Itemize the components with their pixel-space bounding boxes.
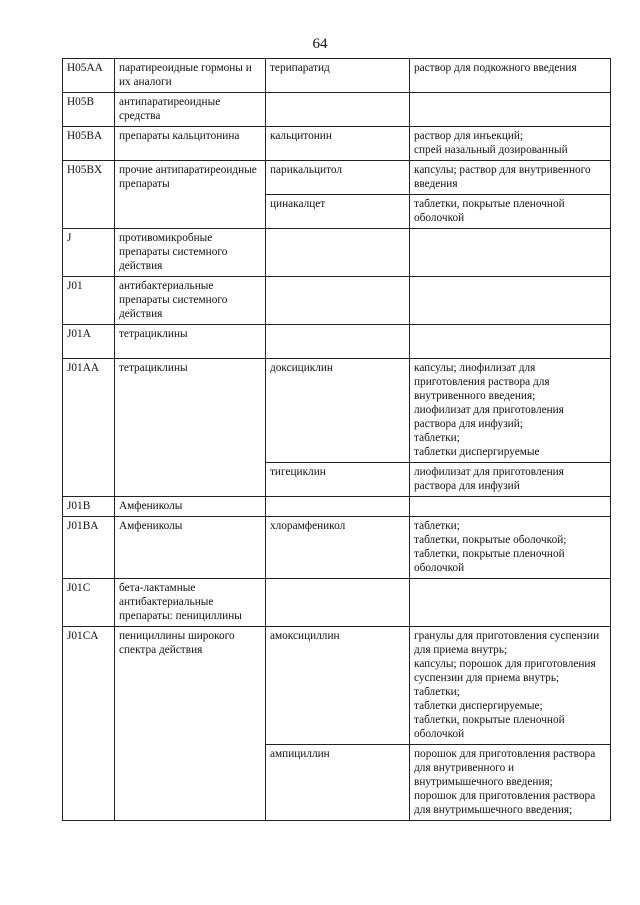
table-row xyxy=(63,229,611,277)
dosage-form-line: таблетки; xyxy=(414,686,460,698)
drug-name-cell: терипаратид xyxy=(266,59,410,93)
atc-code-cell: J01 xyxy=(63,277,115,325)
dosage-form-cell xyxy=(410,359,611,463)
dosage-form-line: таблетки, покрытые пленочной оболочкой xyxy=(414,548,565,574)
dosage-form-line: таблетки, покрытые пленочной оболочкой xyxy=(414,198,565,224)
table-row xyxy=(63,93,611,127)
dosage-form-cell xyxy=(410,277,611,325)
atc-code-cell: J01A xyxy=(63,325,115,359)
atc-code-cell: J01B xyxy=(63,497,115,517)
drug-name-cell xyxy=(266,325,410,359)
dosage-form-line: таблетки; xyxy=(414,432,460,444)
dosage-form-cell xyxy=(410,745,611,821)
group-name-cell: тетрациклины xyxy=(115,359,266,497)
drug-name-cell xyxy=(266,93,410,127)
table-row xyxy=(63,127,611,161)
table-row xyxy=(63,325,611,359)
atc-code-cell: J01C xyxy=(63,579,115,627)
atc-code-cell: H05B xyxy=(63,93,115,127)
group-name-cell: антибактериальные препараты системного действия xyxy=(115,277,266,325)
atc-code-cell: H05BA xyxy=(63,127,115,161)
table-row xyxy=(63,59,611,93)
atc-code-cell: J01CA xyxy=(63,627,115,821)
group-name-cell: прочие антипаратиреоидные препараты xyxy=(115,161,266,229)
table-row xyxy=(63,359,611,463)
group-name-cell: пенициллины широкого спектра действия xyxy=(115,627,266,821)
group-name-cell: антипаратиреоидные средства xyxy=(115,93,266,127)
dosage-form-cell xyxy=(410,517,611,579)
dosage-form-line: таблетки диспергируемые xyxy=(414,446,540,458)
drug-name-cell: доксициклин xyxy=(266,359,410,463)
dosage-form-cell xyxy=(410,463,611,497)
dosage-form-line: лиофилизат для приготовления раствора для инфузий xyxy=(414,466,564,492)
dosage-form-line: спрей назальный дозированный xyxy=(414,144,568,156)
dosage-form-cell xyxy=(410,627,611,745)
dosage-form-line: раствор для инъекций; xyxy=(414,130,524,142)
dosage-form-cell xyxy=(410,325,611,359)
dosage-form-line: раствор для подкожного введения xyxy=(414,62,577,74)
drug-name-cell: цинакалцет xyxy=(266,195,410,229)
atc-code-cell: H05BX xyxy=(63,161,115,229)
drug-name-cell: хлорамфеникол xyxy=(266,517,410,579)
atc-code-cell: J01AA xyxy=(63,359,115,497)
group-name-cell: противомикробные препараты системного действия xyxy=(115,229,266,277)
dosage-form-line: гранулы для приготовления суспензии для приема внутрь; xyxy=(414,630,600,656)
group-name-cell: Амфениколы xyxy=(115,517,266,579)
dosage-form-line: для внутривенного и внутримышечного введения; xyxy=(414,762,553,788)
dosage-form-cell xyxy=(410,497,611,517)
group-name-cell: паратиреоидные гормоны и их аналоги xyxy=(115,59,266,93)
table-row xyxy=(63,627,611,745)
dosage-form-line: порошок для приготовления раствора для внутримышечного введения; xyxy=(414,790,596,816)
table-row xyxy=(63,277,611,325)
dosage-form-cell xyxy=(410,93,611,127)
dosage-form-cell xyxy=(410,161,611,195)
dosage-form-line: таблетки диспергируемые; xyxy=(414,700,543,712)
table-row xyxy=(63,161,611,195)
dosage-form-line: таблетки; xyxy=(414,520,460,532)
drug-name-cell xyxy=(266,497,410,517)
drug-table xyxy=(62,58,611,821)
drug-name-cell: амоксициллин xyxy=(266,627,410,745)
drug-name-cell: кальцитонин xyxy=(266,127,410,161)
dosage-form-cell xyxy=(410,127,611,161)
atc-code-cell: J01BA xyxy=(63,517,115,579)
dosage-form-line: капсулы; порошок для приготовления суспензии для приема внутрь; xyxy=(414,658,596,684)
drug-name-cell xyxy=(266,277,410,325)
atc-code-cell: H05AA xyxy=(63,59,115,93)
dosage-form-line: таблетки, покрытые оболочкой; xyxy=(414,534,567,546)
group-name-cell: бета-лактамные антибактериальные препараты: пенициллины xyxy=(115,579,266,627)
table-row xyxy=(63,497,611,517)
dosage-form-cell xyxy=(410,195,611,229)
table-row xyxy=(63,517,611,579)
dosage-form-line: порошок для приготовления раствора xyxy=(414,748,596,760)
group-name-cell: тетрациклины xyxy=(115,325,266,359)
drug-name-cell: парикальцитол xyxy=(266,161,410,195)
group-name-cell: препараты кальцитонина xyxy=(115,127,266,161)
table-body xyxy=(63,59,611,821)
dosage-form-cell xyxy=(410,229,611,277)
dosage-form-cell xyxy=(410,59,611,93)
dosage-form-line: капсулы; лиофилизат для приготовления раствора для внутривенного введения; xyxy=(414,362,550,402)
dosage-form-cell xyxy=(410,579,611,627)
dosage-form-line: капсулы; раствор для внутривенного введения xyxy=(414,164,591,190)
group-name-cell: Амфениколы xyxy=(115,497,266,517)
dosage-form-line: таблетки, покрытые пленочной оболочкой xyxy=(414,714,565,740)
dosage-form-line: лиофилизат для приготовления раствора для инфузий; xyxy=(414,404,564,430)
table-row xyxy=(63,579,611,627)
atc-code-cell: J xyxy=(63,229,115,277)
drug-name-cell xyxy=(266,229,410,277)
drug-name-cell: тигециклин xyxy=(266,463,410,497)
drug-name-cell xyxy=(266,579,410,627)
drug-name-cell: ампициллин xyxy=(266,745,410,821)
page-number: 64 xyxy=(312,36,328,52)
